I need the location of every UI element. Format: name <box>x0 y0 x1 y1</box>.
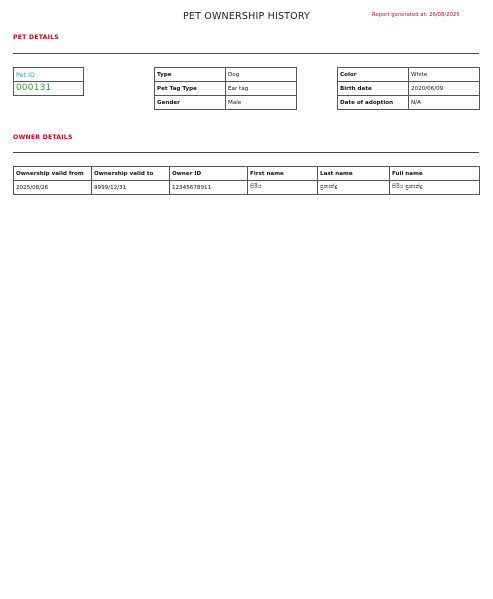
gender-value: Male <box>226 96 297 110</box>
table-row <box>338 96 480 110</box>
cell-first-name: සිරිය <box>248 181 318 195</box>
pet-id-label: Pet ID <box>14 68 83 82</box>
table-row <box>155 82 297 96</box>
col-full-name: Full name <box>390 167 480 181</box>
gender-key: Gender <box>155 96 226 110</box>
table-row <box>155 68 297 82</box>
pet-type-value: Dog <box>226 68 297 82</box>
pet-info-table-2 <box>337 67 480 110</box>
cell-full-name: සිරිය ප්‍රනාන්දු <box>390 181 480 195</box>
table-row <box>338 68 480 82</box>
birth-date-key: Birth date <box>338 82 409 96</box>
pet-details-heading: PET DETAILS <box>13 34 59 41</box>
owner-table-header <box>14 167 480 181</box>
table-row <box>338 82 480 96</box>
pet-type-key: Type <box>155 68 226 82</box>
table-row <box>155 96 297 110</box>
col-ownership-valid-from: Ownership valid from <box>14 167 92 181</box>
pet-tag-type-value: Ear tag <box>226 82 297 96</box>
cell-last-name: ප්‍රනාන්දු <box>318 181 390 195</box>
report-generated-text: Report generated at: 26/08/2025 <box>372 12 460 18</box>
owner-table <box>13 166 480 195</box>
cell-ownership-valid-to: 9999/12/31 <box>92 181 170 195</box>
cell-owner-id: 12345678911 <box>170 181 248 195</box>
color-key: Color <box>338 68 409 82</box>
pet-info-table <box>154 67 297 110</box>
color-value: White <box>409 68 480 82</box>
col-ownership-valid-to: Ownership valid to <box>92 167 170 181</box>
pet-details-divider <box>13 53 479 54</box>
birth-date-value: 2020/06/09 <box>409 82 480 96</box>
pet-id-box <box>13 67 84 96</box>
date-of-adoption-value: N/A <box>409 96 480 110</box>
col-first-name: First name <box>248 167 318 181</box>
col-last-name: Last name <box>318 167 390 181</box>
date-of-adoption-key: Date of adoption <box>338 96 409 110</box>
cell-ownership-valid-from: 2025/08/26 <box>14 181 92 195</box>
pet-tag-type-key: Pet Tag Type <box>155 82 226 96</box>
owner-details-divider <box>13 152 479 153</box>
col-owner-id: Owner ID <box>170 167 248 181</box>
owner-details-heading: OWNER DETAILS <box>13 134 73 141</box>
pet-id-value: 000131 <box>16 83 52 93</box>
table-row <box>14 181 480 195</box>
page-title: PET OWNERSHIP HISTORY <box>182 11 311 22</box>
